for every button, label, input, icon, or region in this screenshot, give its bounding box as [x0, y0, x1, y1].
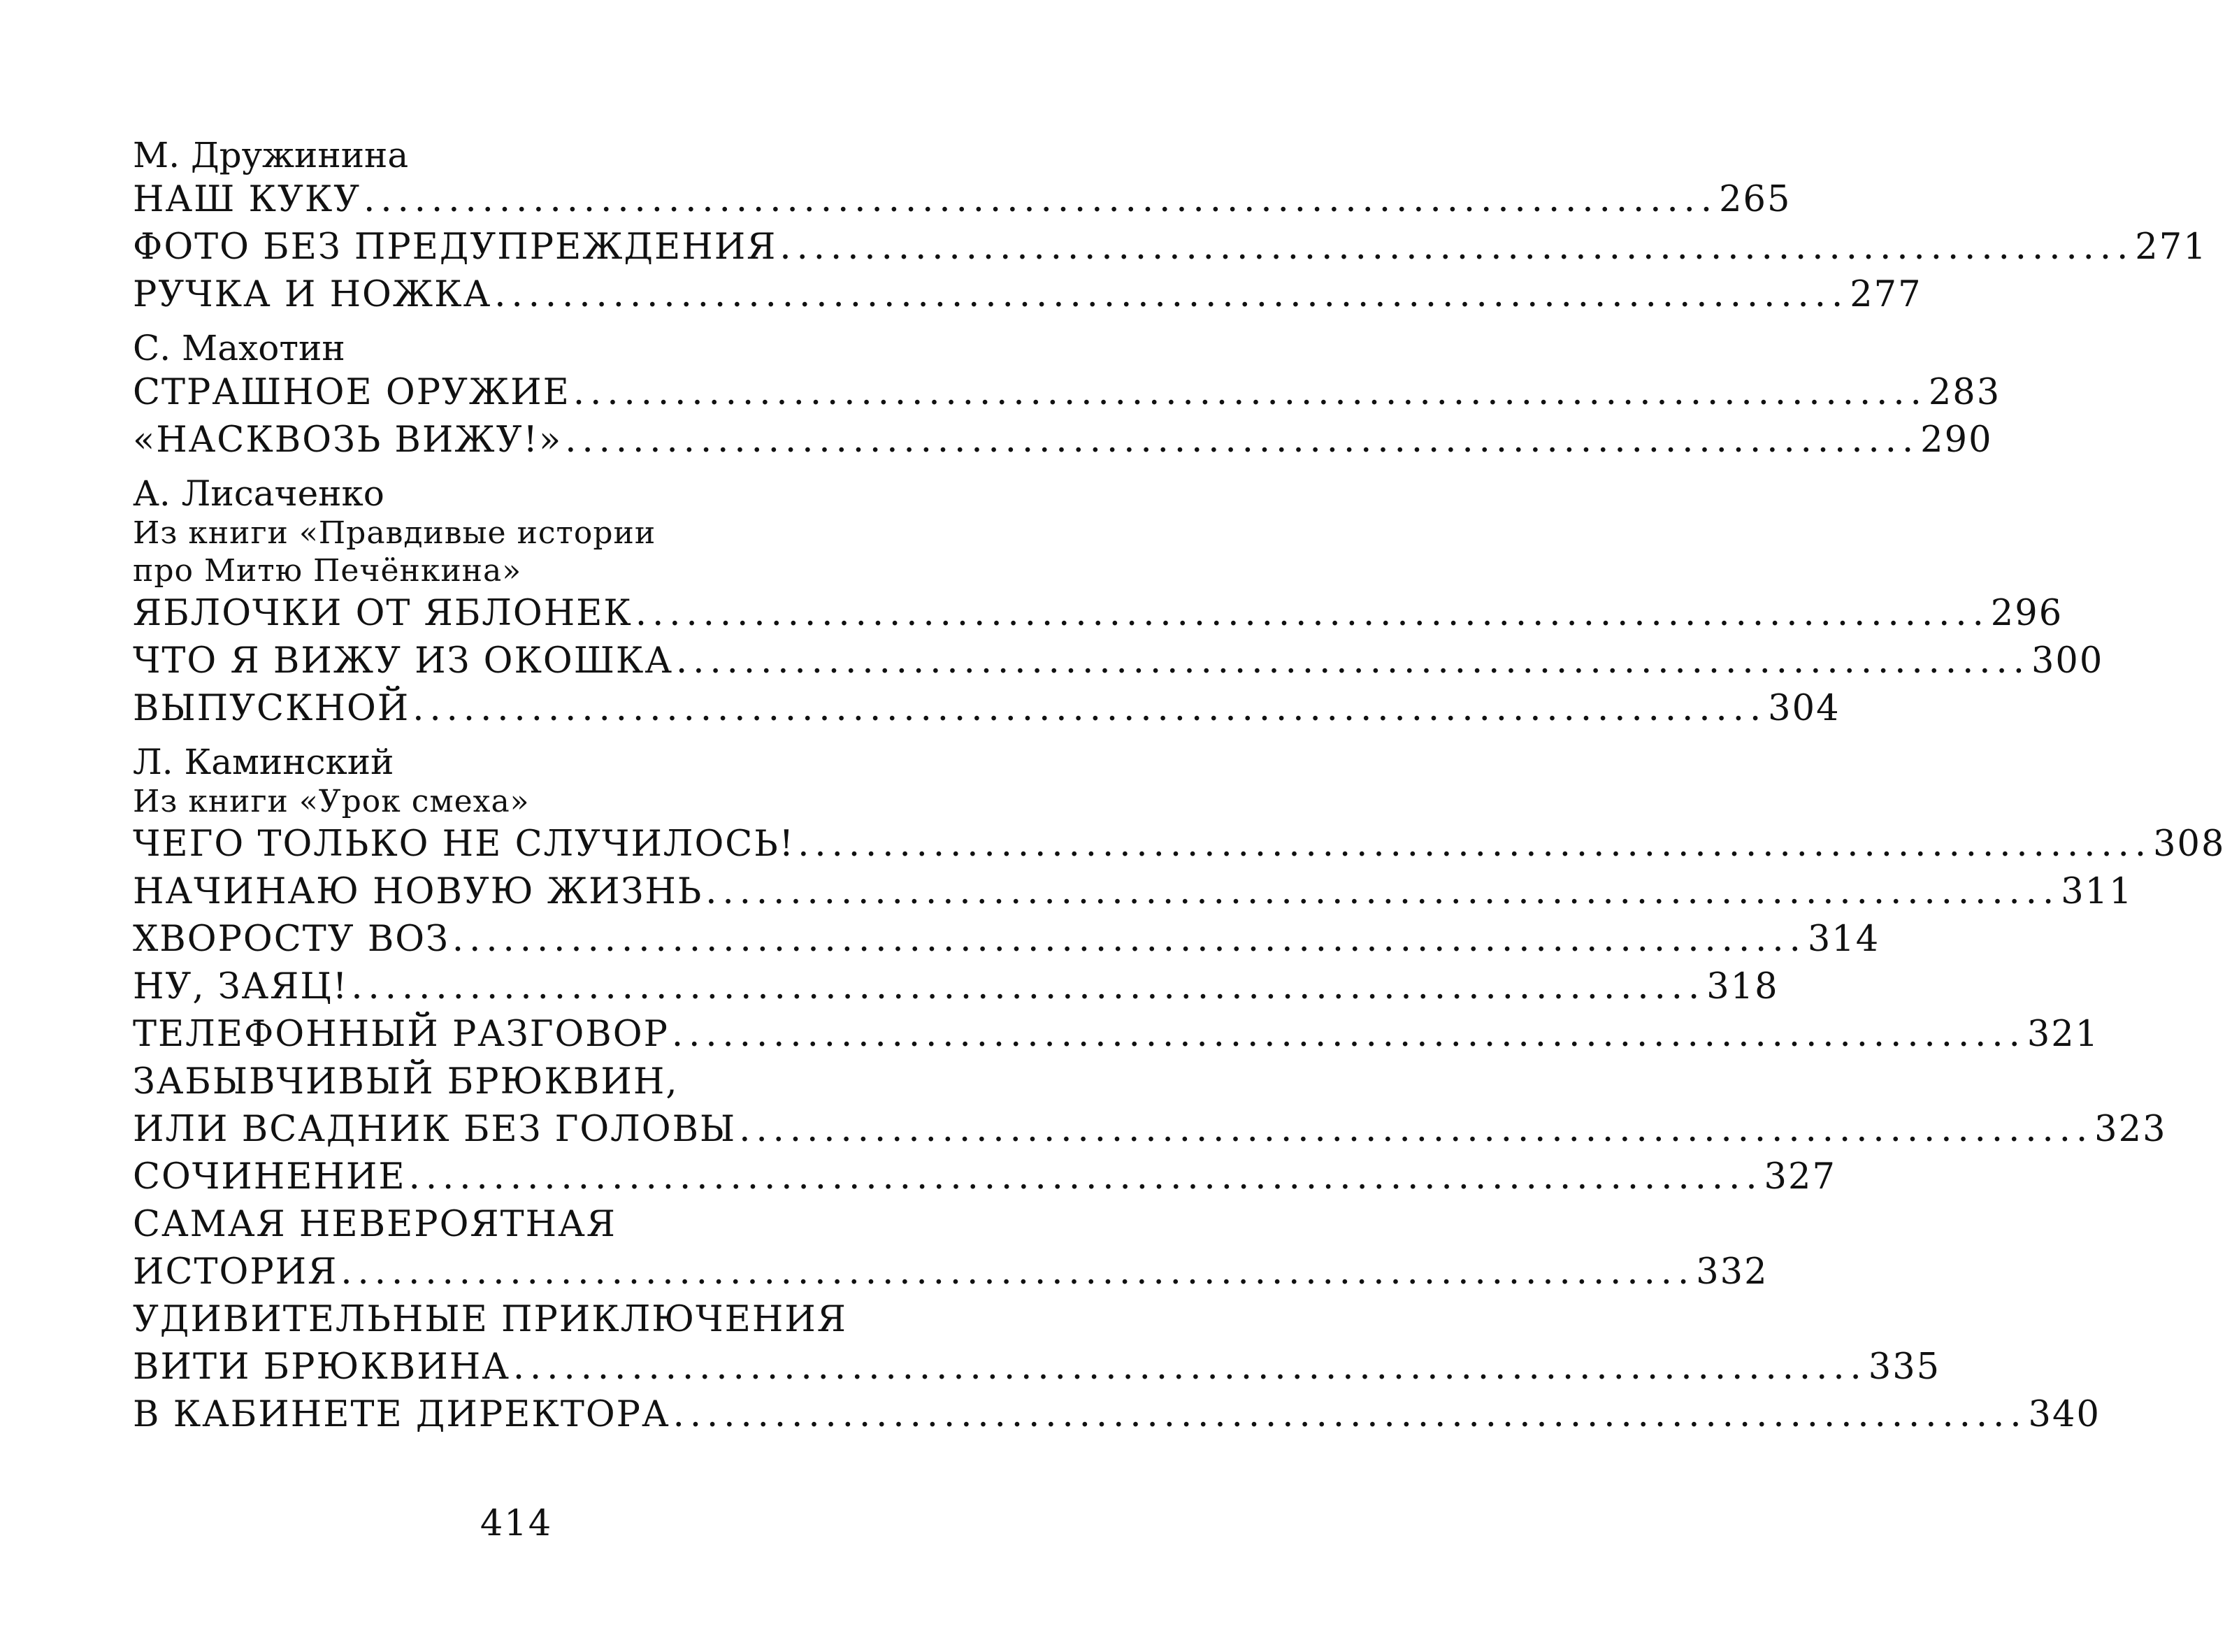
toc-entry — [133, 417, 1993, 464]
toc-entry-title: ИСТОРИЯ — [133, 1251, 338, 1293]
toc-entry — [133, 638, 2104, 685]
dot-leader: ................................................................................ — [676, 640, 2030, 682]
toc-entry — [133, 1344, 1941, 1391]
dot-leader: ................................................................................ — [739, 1109, 2094, 1150]
dot-leader: ................................................................................ — [671, 1014, 2026, 1055]
dot-leader: ................................................................................ — [494, 274, 1849, 315]
dot-leader: ................................................................................ — [512, 1346, 1867, 1388]
toc-entry-title: В КАБИНЕТЕ ДИРЕКТОРА — [133, 1394, 670, 1435]
dot-leader: ................................................................................ — [798, 824, 2152, 865]
toc-entry-page: 283 — [1928, 372, 2001, 413]
book-source-line: Из книги «Урок смеха» — [133, 784, 530, 819]
dot-leader: ................................................................................ — [363, 179, 1718, 220]
toc-entry — [133, 1249, 1769, 1296]
toc-entry-page: 308 — [2153, 824, 2225, 865]
toc-entry-page: 321 — [2026, 1014, 2100, 1055]
toc-entry-title: ХВОРОСТУ ВОЗ — [133, 919, 449, 960]
toc-entry-title-lead: САМАЯ НЕВЕРОЯТНАЯ — [133, 1204, 617, 1245]
toc-entry — [133, 1011, 2100, 1058]
toc-entry-page: 323 — [2094, 1109, 2167, 1150]
toc-entry — [133, 821, 2225, 868]
toc-entry-title: НАЧИНАЮ НОВУЮ ЖИЗНЬ — [133, 871, 703, 912]
toc-entry-page: 265 — [1719, 179, 1792, 220]
dot-leader: ................................................................................ — [412, 688, 1767, 729]
toc-entry-title: СОЧИНЕНИЕ — [133, 1156, 406, 1198]
toc-entry-title-lead: УДИВИТЕЛЬНЫЕ ПРИКЛЮЧЕНИЯ — [133, 1299, 847, 1340]
toc-entry — [133, 1391, 2101, 1439]
toc-entry-page: 290 — [1920, 419, 1993, 461]
book-source-line: про Митю Печёнкина» — [133, 553, 522, 589]
toc-entry — [133, 590, 2064, 638]
toc-entry — [133, 963, 1779, 1011]
toc-entry-title: ВЫПУСКНОЙ — [133, 688, 410, 729]
author-name: Л. Каминский — [133, 742, 394, 782]
dot-leader: ................................................................................ — [452, 919, 1806, 960]
toc-entry — [133, 369, 2001, 417]
toc-entry-page: 300 — [2031, 640, 2104, 682]
toc-entry-page: 332 — [1696, 1251, 1769, 1293]
toc-entry-page: 311 — [2061, 871, 2133, 912]
toc-entry-page: 318 — [1706, 966, 1779, 1007]
toc-entry — [133, 868, 2133, 916]
table-of-contents — [133, 134, 2225, 1439]
section-gap — [133, 464, 906, 473]
toc-entry — [133, 916, 1880, 963]
toc-entry-page: 304 — [1768, 688, 1841, 729]
section-gap — [133, 733, 906, 741]
toc-entry-title: ЯБЛОЧКИ ОТ ЯБЛОНЕК — [133, 593, 633, 634]
toc-entry-title: ИЛИ ВСАДНИК БЕЗ ГОЛОВЫ — [133, 1109, 737, 1150]
toc-entry — [133, 224, 2208, 271]
dot-leader: ................................................................................ — [779, 227, 2134, 268]
book-source-line: Из книги «Правдивые истории — [133, 515, 656, 551]
toc-entry-page: 277 — [1850, 274, 1922, 315]
toc-entry — [133, 1106, 2167, 1154]
toc-entry — [133, 271, 1922, 319]
toc-entry-title: ЧТО Я ВИЖУ ИЗ ОКОШКА — [133, 640, 674, 682]
toc-entry-page: 340 — [2028, 1394, 2101, 1435]
toc-entry — [133, 685, 1841, 733]
toc-entry-page: 327 — [1764, 1156, 1836, 1198]
toc-entry-title: СТРАШНОЕ ОРУЖИЕ — [133, 372, 570, 413]
toc-entry-page: 314 — [1807, 919, 1880, 960]
dot-leader: ................................................................................ — [565, 419, 1920, 461]
dot-leader: ................................................................................ — [635, 593, 1989, 634]
dot-leader: ................................................................................ — [573, 372, 1927, 413]
toc-entry-title: «НАСКВОЗЬ ВИЖУ!» — [133, 419, 563, 461]
toc-entry-title: ЧЕГО ТОЛЬКО НЕ СЛУЧИЛОСЬ! — [133, 824, 795, 865]
toc-entry-page: 271 — [2135, 227, 2208, 268]
toc-entry-page: 335 — [1868, 1346, 1941, 1388]
dot-leader: ................................................................................ — [351, 966, 1706, 1007]
dot-leader: ................................................................................ — [340, 1251, 1695, 1293]
dot-leader: ................................................................................ — [408, 1156, 1763, 1198]
toc-entry-title: ВИТИ БРЮКВИНА — [133, 1346, 510, 1388]
toc-entry-page: 296 — [1990, 593, 2064, 634]
toc-entry-title: РУЧКА И НОЖКА — [133, 274, 492, 315]
author-name: А. Лисаченко — [133, 473, 384, 514]
section-gap — [133, 319, 906, 327]
toc-entry — [133, 176, 1792, 224]
toc-entry-title-lead: ЗАБЫВЧИВЫЙ БРЮКВИН, — [133, 1061, 679, 1102]
author-name: М. Дружинина — [133, 135, 409, 175]
toc-entry-title: НУ, ЗАЯЦ! — [133, 966, 349, 1007]
page-number: 414 — [480, 1503, 553, 1544]
toc-entry-title: ФОТО БЕЗ ПРЕДУПРЕЖДЕНИЯ — [133, 227, 777, 268]
toc-entry-title: НАШ КУКУ — [133, 179, 361, 220]
toc-entry-title: ТЕЛЕФОННЫЙ РАЗГОВОР — [133, 1014, 669, 1055]
dot-leader: ................................................................................ — [705, 871, 2060, 912]
author-name: С. Махотин — [133, 328, 345, 368]
dot-leader: ................................................................................ — [672, 1394, 2027, 1435]
toc-entry — [133, 1154, 1836, 1201]
